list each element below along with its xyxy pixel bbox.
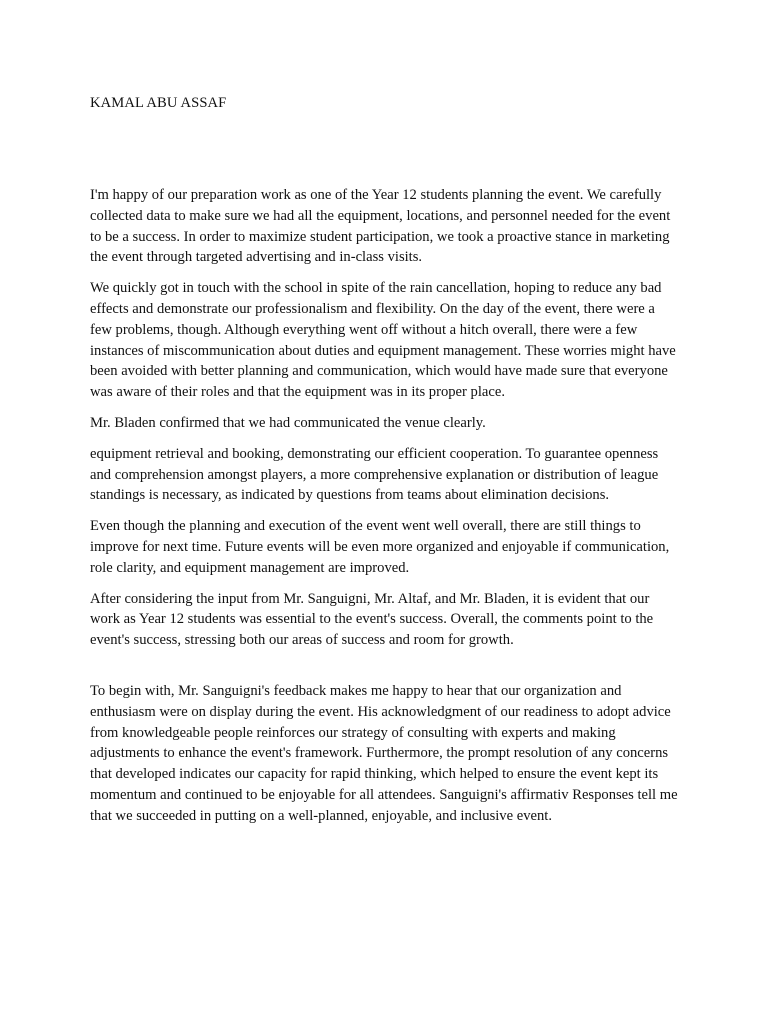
- paragraph-rain-cancellation: We quickly got in touch with the school in spite of the rain cancellation, hoping to reduce any bad effects and demonstrate our professionalism and flexibility. On the day of the event, there were a few problems, though. Although everything went off without a hitch overall, there were a few instances of miscommunication about duties and equipment management. These worries might have been avoided with better planning and communication, which would have made sure that everyone was aware of their roles and that the equipment was in its proper place.: [90, 280, 676, 401]
- paragraph-improvements: Even though the planning and execution of the event went well overall, there are still things to improve for next time. Future events will be even more organized and enjoyable if communication, role clarity, and equipment management are improved.: [90, 518, 670, 576]
- paragraph-venue-confirmation: Mr. Bladen confirmed that we had communicated the venue clearly.: [90, 414, 486, 431]
- document-body: [90, 185, 680, 837]
- paragraph-preparation: I'm happy of our preparation work as one of the Year 12 students planning the event. We carefully collected data to make sure we had all the equipment, locations, and personnel needed for the event to be a success. In order to maximize student participation, we took a proactive stance in marketing the event through targeted advertising and in-class visits.: [90, 187, 671, 266]
- paragraph-sanguigni-feedback: To begin with, Mr. Sanguigni's feedback makes me happy to hear that our organization and enthusiasm were on display during the event. His acknowledgment of our readiness to adopt advice from knowledgeable people reinforces our strategy of consulting with experts and making adjustments to enhance the event's framework. Furthermore, the prompt resolution of any concerns that developed indicates our capacity for rapid thinking, which helped to ensure the event kept its momentum and continued to be enjoyable for all attendees. Sanguigni's affirmativ Responses tell me that we succeeded in putting on a well-planned, enjoyable, and inclusive event.: [90, 682, 678, 824]
- paragraph-feedback-summary: After considering the input from Mr. Sanguigni, Mr. Altaf, and Mr. Bladen, it is evident that our work as Year 12 students was essential to the event's success. Overall, the comments point to the event's success, stressing both our areas of success and room for growth.: [90, 590, 654, 649]
- paragraph-equipment-retrieval: equipment retrieval and booking, demonstrating our efficient cooperation. To guarantee openness and comprehension amongst players, a more comprehensive explanation or distribution of league standings is necessary, as indicated by questions from teams about elimination decisions.: [90, 445, 659, 504]
- author-name: KAMAL ABU ASSAF: [90, 95, 227, 111]
